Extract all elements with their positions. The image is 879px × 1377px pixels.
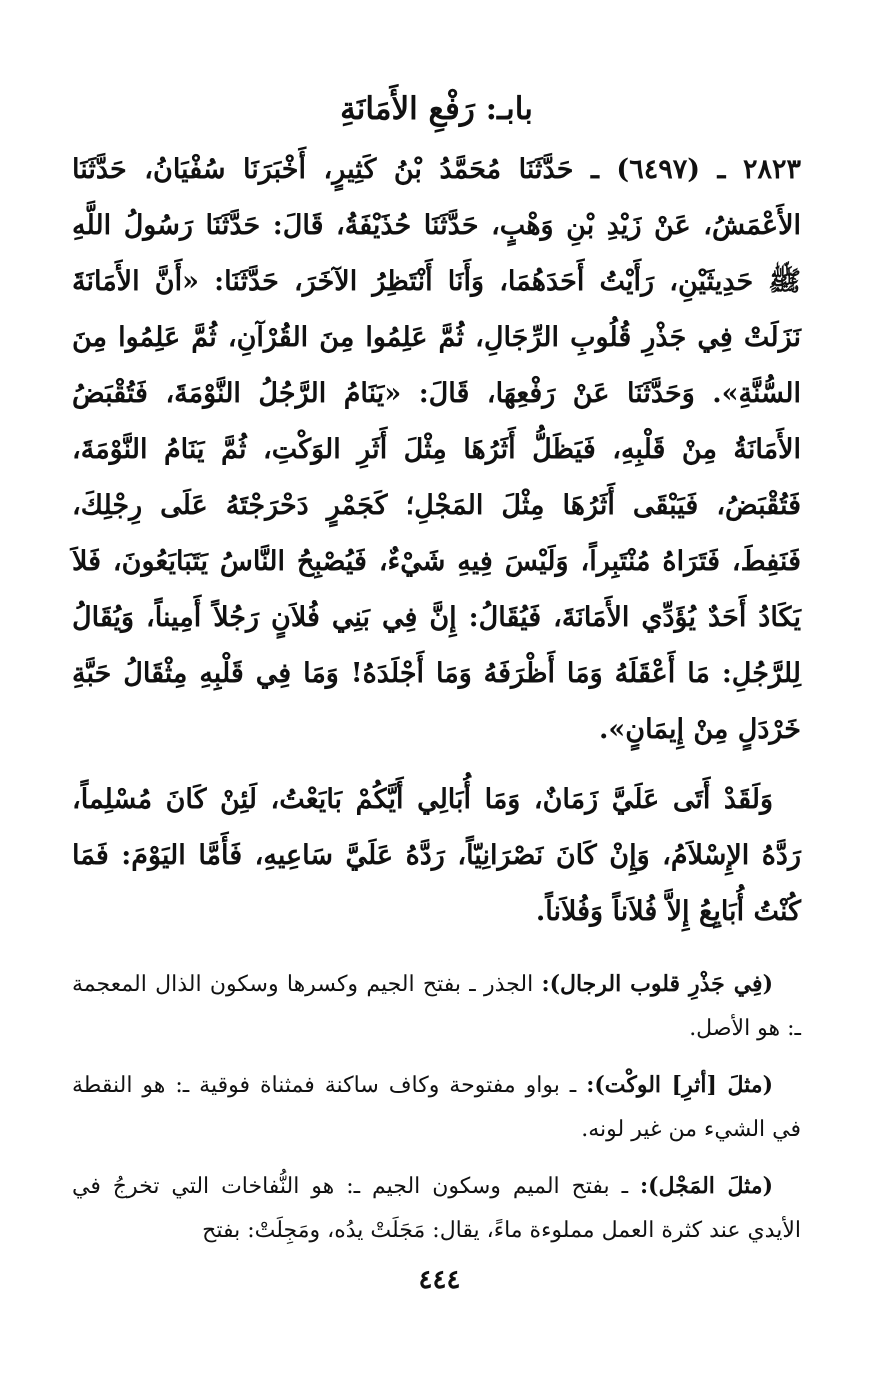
footnote-item xyxy=(72,1164,801,1253)
footnote-item xyxy=(72,962,801,1051)
page-number: ٤٤٤ xyxy=(418,1265,461,1295)
chapter-title: بابـ: رَفْعِ الأَمَانَةِ xyxy=(340,91,533,127)
footnote-term: (مثلَ المَجْل): xyxy=(639,1173,773,1199)
hadith-paragraph xyxy=(72,142,801,758)
footnote-item xyxy=(72,1063,801,1152)
hadith-continuation: وَلَقَدْ أَتَى عَلَيَّ زَمَانٌ، وَمَا أُبَالِي أَيَّكُمْ بَايَعْتُ، لَئِنْ كَانَ مُسْلِماً، رَدَّهُ الإِسْلاَمُ، وَإِنْ كَانَ نَصْرَانِيّاً، رَدَّهُ عَلَيَّ سَاعِيهِ، فَأَمَّا اليَوْمَ: فَمَا كُنْتُ أُبَايِعُ إِلاَّ فُلاَناً وَفُلاَناً. xyxy=(72,784,801,927)
book-page xyxy=(72,84,801,1377)
footnote-text: ـ بفتح الميم وسكون الجيم ـ: هو النُّفاخات التي تخرجُ في الأيدي عند كثرة العمل مملوءة ماءً، يقال: مَجَلَتْ يدُه، ومَجِلَتْ: بفتح xyxy=(72,1174,801,1243)
footnote-text: الجذر ـ بفتح الجيم وكسرها وسكون الذال المعجمة ـ: هو الأصل. xyxy=(72,972,801,1041)
hadith-number: ٢٨٢٣ ـ (٦٤٩٧) ـ xyxy=(590,154,801,185)
footnote-term: (فِي جَذْرِ قلوب الرجال): xyxy=(541,971,773,997)
hadith-text: حَدَّثَنَا مُحَمَّدُ بْنُ كَثِيرٍ، أَخْبَرَنَا سُفْيَانُ، حَدَّثَنَا الأَعْمَشُ، عَنْ زَيْدِ بْنِ وَهْبٍ، حَدَّثَنَا حُذَيْفَةُ، قَالَ: حَدَّثَنَا رَسُولُ اللَّهِ ﷺ حَدِيثَيْنِ، رَأَيْتُ أَحَدَهُمَا، وَأَنَا أَنْتَظِرُ الآخَرَ، حَدَّثَنَا: «أَنَّ الأَمَانَةَ نَزَلَتْ فِي جَذْرِ قُلُوبِ الرِّجَالِ، ثُمَّ عَلِمُوا مِنَ القُرْآنِ، ثُمَّ عَلِمُوا مِنَ السُّنَّةِ». وَحَدَّثَنَا عَنْ رَفْعِهَا، قَالَ: «يَنَامُ الرَّجُلُ النَّوْمَةَ، فَتُقْبَضُ الأَمَانَةُ مِنْ قَلْبِهِ، فَيَظَلُّ أَثَرُهَا مِثْلَ أَثَرِ الوَكْتِ، ثُمَّ يَنَامُ النَّوْمَةَ، فَتُقْبَضُ، فَيَبْقَى أَثَرُهَا مِثْلَ المَجْلِ؛ كَجَمْرٍ دَحْرَجْتَهُ عَلَى رِجْلِكَ، فَنَفِطَ، فَتَرَاهُ مُنْتَبِراً، وَلَيْسَ فِيهِ شَيْءٌ، فَيُصْبِحُ النَّاسُ يَتَبَايَعُونَ، فَلاَ يَكَادُ أَحَدٌ يُؤَدِّي الأَمَانَةَ، فَيُقَالُ: إِنَّ فِي بَنِي فُلاَنٍ رَجُلاً أَمِيناً، وَيُقَالُ لِلرَّجُلِ: مَا أَعْقَلَهُ وَمَا أَظْرَفَهُ وَمَا أَجْلَدَهُ! وَمَا فِي قَلْبِهِ مِثْقَالُ حَبَّةِ خَرْدَلٍ مِنْ إِيمَانٍ». xyxy=(72,154,801,745)
footnote-text: ـ بواو مفتوحة وكاف ساكنة فمثناة فوقية ـ: هو النقطة في الشيء من غير لونه. xyxy=(72,1073,801,1142)
footnote-term: (مثلَ [أثرِ] الوكْت): xyxy=(586,1072,773,1098)
